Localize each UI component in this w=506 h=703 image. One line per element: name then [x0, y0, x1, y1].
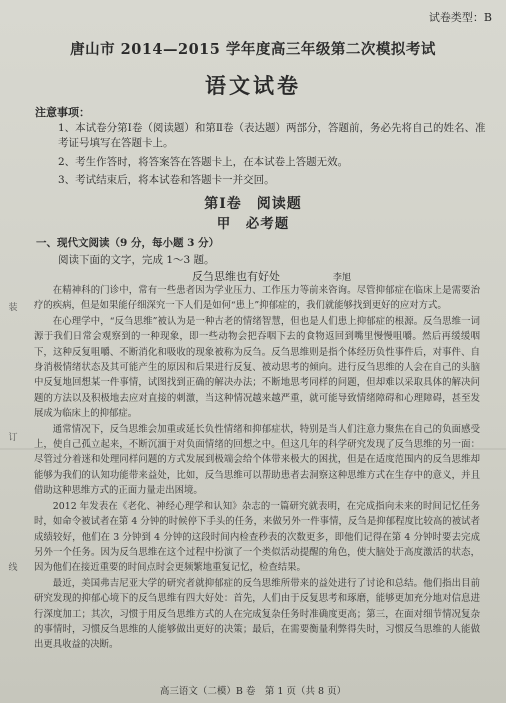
paper-type-label: 试卷类型：B — [428, 11, 492, 24]
article-paragraph: 2012 年发表在《老化、神经心理学和认知》杂志的一篇研究就表明，在完成指向未来的时间记忆任务时，如命令被试者在第 4 分钟的时候停下手头的任务，来做另外一件事情，反刍是抑郁程度比较高的被试者成绩较好，他们在 3 分钟到 4 分钟的这段时间内检查秒表的次数更多，即他们记得在第 4 分钟时要去完成另外一个任务。因为反刍思维在这个过程中扮演了一个类似活动提醒的角色，使大脑处于高度激活的状态，因为他们在接近重要的时间点时会更频繁地重复记忆，检查结果。 — [34, 500, 480, 574]
notice-item-1: 1、本试卷分第Ⅰ卷（阅读题）和第Ⅱ卷（表达题）两部分，答题前，务必先将自己的姓名、准考证号填写在答题卡上。 — [58, 122, 486, 149]
part-title: 甲 必考题 — [216, 216, 290, 232]
page-footer: 高三语文（二模）B 卷 第 1 页（共 8 页） — [159, 686, 347, 697]
article-paragraph: 通常情况下，反刍思维会加重或延长负性情绪和抑郁症状，特别是当人们注意力聚焦在自己的负面感受上，使自己孤立起来，不断沉湎于对负面情绪的回想之中。但这几年的科学研究发现了反刍思维的另一面：尽管过分着迷和处理同样问题的方式发展到极端会给个体带来极大的困扰，但是在适度范围内的反刍思维却能够为我们的认知功能带来益处，比如，反刍思维可以帮助患者去洞察这种思维方式在生存中的意义，并且借助这种思维方式的正面力量走出困境。 — [34, 423, 480, 497]
article-title: 反刍思维也有好处 — [192, 270, 280, 283]
article-author: 李旭 — [333, 273, 352, 283]
subject-title: 语文试卷 — [205, 73, 301, 98]
section-instruction: 阅读下面的文字，完成 1～3 题。 — [58, 254, 215, 266]
article-paragraph: 在精神科的门诊中，常有一些患者因为学业压力、工作压力等前来咨询。尽管抑郁症在临床上是需要治疗的疾病，但是如果能仔细深究一下人们是如何“患上”抑郁症的，我们就能够找到更好的应对方式。 — [34, 285, 480, 312]
article-paragraph: 在心理学中，“反刍思维”被认为是一种古老的情绪智慧，但也是人们患上抑郁症的根源。反刍思维一词源于我们日常会观察到的一种现象，即一些动物会把吞咽下去的食物返回到嘴里慢慢咀嚼。然后再缓缓咽下，这种反复咀嚼、不断消化和吸收的现象被称为反刍。反刍思维则是指个体经历负性事件后，对事件、自身消极情绪状态及其可能产生的原因和后果进行反复、被动思考的倾向。进行反刍思维的人会在自己的头脑中反复地回想某一件事情，试图找到正确的解决办法；不断地思考同样的问题，但却难以采取具体的解决问题的方法以及积极地去应对直接的刺激，当这种情况越来越严重，就可能导致情绪障碍和心理障碍，甚至发展成为临床上的抑郁症。 — [34, 315, 480, 420]
article-paragraph: 最近，美国弗吉尼亚大学的研究者就抑郁症的反刍思维所带来的益处进行了讨论和总结。他们指出目前研究发现的抑郁心境下的反刍思维有四大好处：首先，人们由于反复思考和琢磨，能够更加充分地对信息进行深度加工；其次，习惯于用反刍思维方式的人在完成复杂任务时准确度更高；第三，在面对细节情况复杂的事情时，习惯反刍思维的人能够做出更好的决策；最后，在需要衡量利弊得失时，习惯反刍思维的人能做出更具收益的决断。 — [34, 577, 480, 651]
binding-mark: 订 — [8, 433, 18, 443]
exam-title: 唐山市 2014—2015 学年度高三年级第二次模拟考试 — [70, 41, 436, 58]
binding-mark: 装 — [8, 303, 18, 313]
section-heading: 一、现代文阅读（9 分，每小题 3 分） — [36, 237, 220, 249]
notice-heading: 注意事项： — [35, 106, 90, 119]
notice-item-3: 3、考试结束后，将本试卷和答题卡一并交回。 — [58, 174, 275, 186]
article-body — [34, 283, 480, 653]
notice-item-2: 2、考生作答时，将答案答在答题卡上，在本试卷上答题无效。 — [58, 156, 349, 168]
volume-title: 第Ⅰ卷 阅读题 — [204, 196, 302, 212]
binding-mark: 线 — [8, 563, 18, 573]
